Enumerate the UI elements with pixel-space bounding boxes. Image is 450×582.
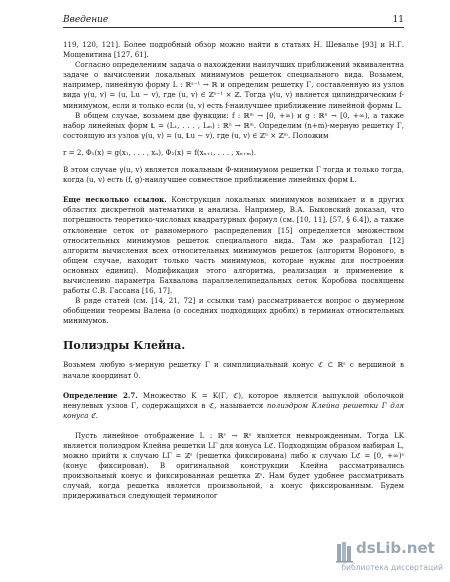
- paragraph-continuation: 119, 120, 121]. Более подробный обзор можно найти в статьях Н. Шевалье [93] и Н.Г. Мощевитина [127, 61].: [63, 40, 404, 60]
- paragraph-general-case: В общем случае, возьмем две функции: f : ℝᵐ → [0, +∞) и g : ℝⁿ → [0, +∞), а также набор линейных форм 𝐋 = (L₁, . . . , Lₘ) : ℝⁿ → ℝᵐ. Определим (n+m)-мерную решетку Γ, состоящую из узлов γ(u, v) = (u, 𝐋u − v), где (u, v) ∈ ℤⁿ × ℤᵐ. Положим: [63, 110, 404, 140]
- paragraph-references: [63, 195, 404, 296]
- definition-end: .: [95, 410, 99, 420]
- paragraph-valen: В ряде статей (см. [14, 21, 72] и ссылки там) рассматривается вопрос о двумерном обобщении теоремы Валена (о соседних подходящих дробях) в терминах относительных минимумов.: [63, 296, 404, 326]
- paragraph-phi-minimum: В этом случае γ(u, v) является локальным Φ-минимумом решетки Γ тогда и только тогда, когда (u, v) есть (f, g)-наилучшее совместное приближение линейных форм 𝐋.: [63, 165, 404, 185]
- references-lead: Еще несколько ссылок.: [63, 195, 167, 205]
- book-stack-icon: [335, 541, 355, 563]
- page-header: [63, 14, 404, 28]
- running-title: Введение: [63, 15, 109, 25]
- paragraph-cone: Возьмем любую s-мерную решетку Γ и симплициальный конус ℭ ⊂ ℝˢ с вершиной в начале координат 0.: [63, 360, 404, 380]
- page-body: [63, 40, 404, 502]
- page-number: 11: [392, 15, 404, 25]
- watermark-subtitle: библиотека диссертаций: [341, 563, 443, 572]
- definition-label: Определение 2.7.: [63, 390, 138, 400]
- watermark-logo: dsLib.net: [356, 539, 435, 557]
- watermark: [335, 539, 443, 575]
- definition-term: полиэдром Клейна решетки Γ для конуса ℭ: [63, 400, 405, 420]
- definition-text: Множество K = K(Γ, ℭ), которое является выпуклой оболочкой ненулевых узлов Γ, содержащихся в ℭ, называется: [63, 390, 404, 410]
- paragraph-linear-map: Пусть линейное отображение L : ℝˢ → ℝˢ является невырожденным. Тогда LK является полиэдром Клейна решетки LΓ для конуса Lℭ. Подходящим образом выбирая L, можно прийти к случаю LΓ = ℤˢ (решетка фиксирована) либо к случаю Lℭ = [0, +∞)ˢ (конус фиксирован). В оригинальной конструкции Клейна рассматривались произвольный конус и фиксированная решетка ℤˢ. Нам будет удобнее рассматривать случай, когда решетка является произвольной, а конус фиксированным. Будем придерживаться следующей терминолог: [63, 430, 404, 501]
- references-text: Конструкция локальных минимумов возникает и в других областях дискретной математики и анализа. Например, В.А. Быковский доказал, что погрешность теоретико-числовых квадратурных формул (см. [10, 11], [57, § 6.4]), а также отклонение сеток от равномерного распределения [15] определяется множеством относительных минимумов решеток специального вида. Там же разработал [12] алгоритм вычисления всех относительных минимумов решеток (алгоритм Вороного, в общем случае, находит только часть минимумов, которые нужны для построения основных единиц). Модификация этого алгоритма, реализация и применение к вычислению параметра Бахвалова параллелепипедальных сеток Коробова посвящены работы С.В. Гассана [16, 17].: [63, 195, 404, 296]
- section-title: Полиэдры Клейна.: [63, 339, 186, 353]
- display-formula: r = 2, Φ₁(x) = g(x₁, . . . , xₙ), Φ₂(x) = f(xₙ₊₁, . . . , xₙ₊ₘ).: [63, 147, 256, 157]
- paragraph-lattice-equivalence: Согласно определениям задача о нахождении наилучших приближений эквивалентна задаче о вычислении локальных минимумов решеток специального вида. Возьмем, например, линейную форму L : ℝˢ⁻¹ → ℝ и определим решетку Γ, составленную из узлов вида γ(u, v) = (u, Lu − v), где (u, v) ∈ ℤˢ⁻¹ × ℤ. Тогда γ(u, v) является цилиндрическим f-минимумом, если и только если (u, v) есть f-наилучшее приближение линейной формы L.: [63, 60, 404, 110]
- definition-block: [63, 391, 404, 421]
